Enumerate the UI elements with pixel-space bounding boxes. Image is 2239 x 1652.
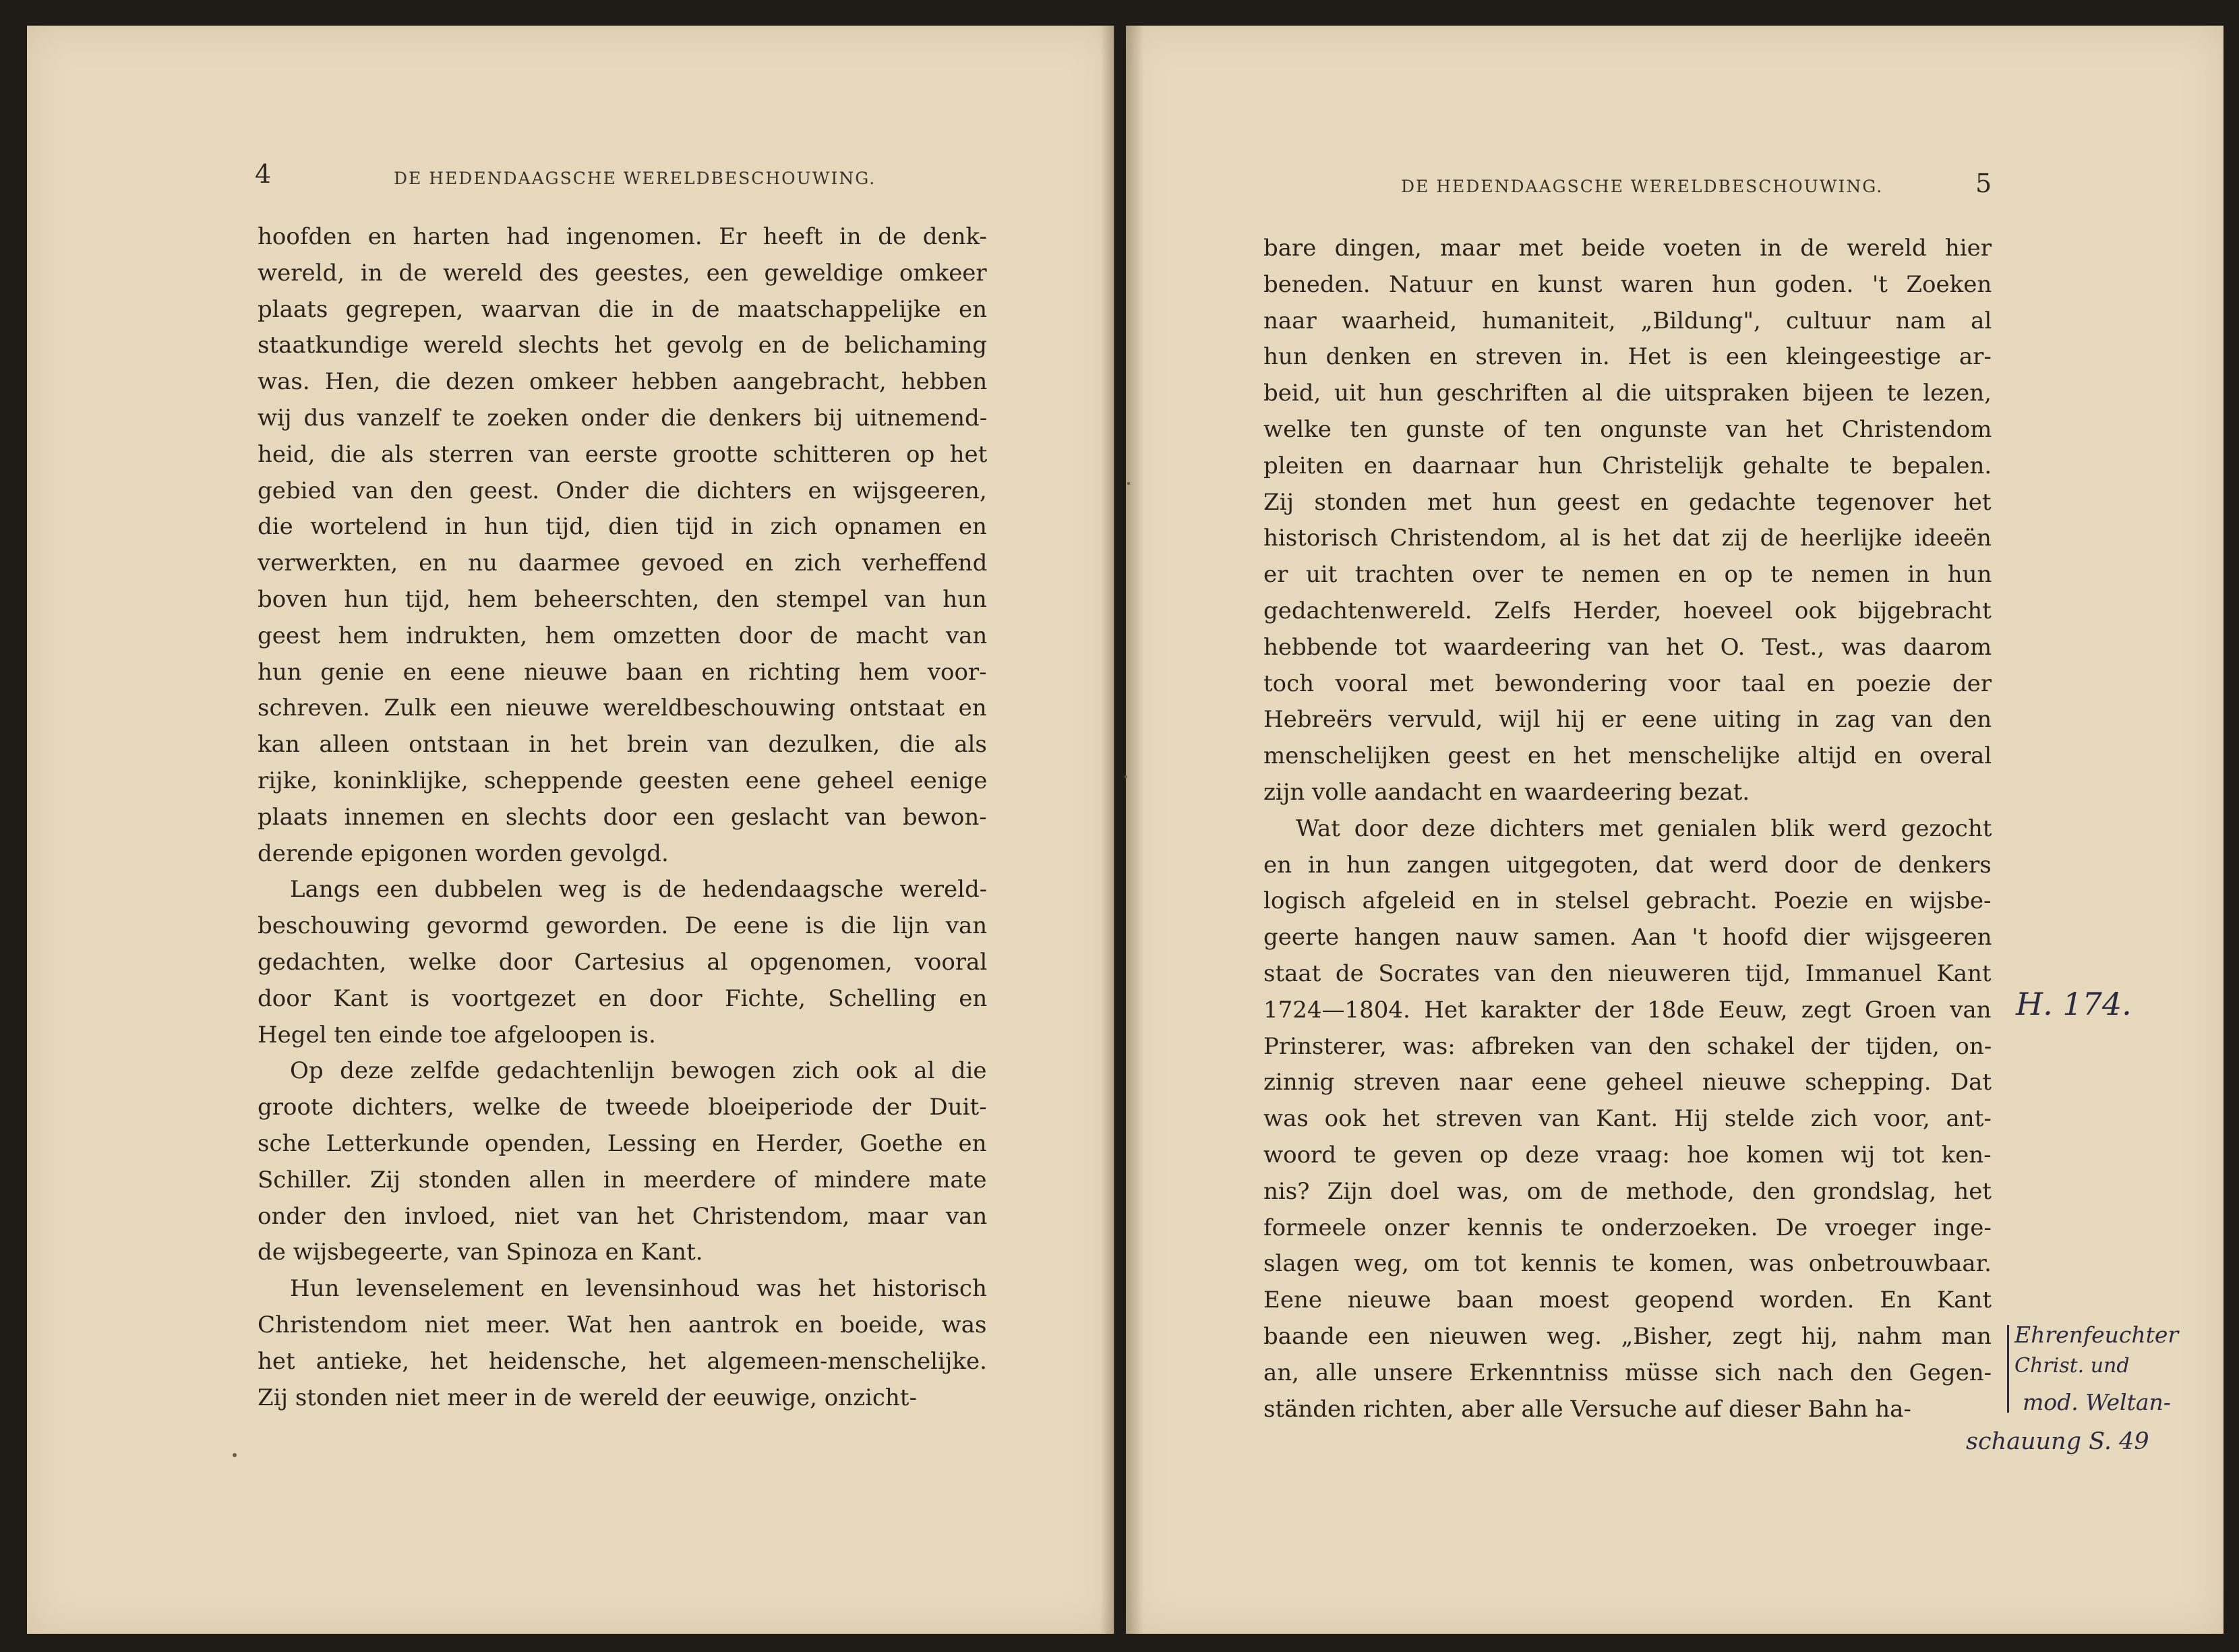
text-line: die wortelend in hun tijd, dien tijd in zich opnamen en (258, 513, 987, 541)
text-line: Wat door deze dichters met genialen blik werd gezocht (1296, 815, 1992, 842)
text-line: er uit trachten over te nemen en op te nemen in hun (1263, 561, 1992, 589)
text-line: toch vooral met bewondering voor taal en poezie der (1263, 670, 1992, 697)
text-line: door Kant is voortgezet en door Fichte, Schelling en (258, 984, 987, 1012)
text-line: boven hun tijd, hem beheerschten, den stempel van hun (258, 585, 987, 613)
paper-speck (233, 1453, 237, 1457)
text-line: Prinsterer, was: afbreken van den schakel der tijden, on- (1263, 1032, 1992, 1060)
text-line: hoofden en harten had ingenomen. Er heeft in de denk- (258, 223, 987, 250)
margin-note-line: Christ. und (2014, 1354, 2130, 1378)
text-line: Zij stonden met hun geest en gedachte tegenover het (1263, 488, 1992, 516)
text-line: hebbende tot waardeering van het O. Test., was daarom (1263, 633, 1992, 661)
text-line: plaats gegrepen, waarvan die in de maatschappelijke en (258, 295, 987, 323)
text-line: sche Letterkunde openden, Lessing en Herder, Goethe en (258, 1129, 987, 1157)
text-line: naar waarheid, humaniteit, „Bildung", cultuur nam al (1263, 307, 1992, 334)
text-line: logisch afgeleid en in stelsel gebracht. Poezie en wijsbe- (1263, 887, 1992, 915)
paper-speck (1125, 775, 1127, 778)
margin-note-line: Ehrenfeuchter (2014, 1322, 2179, 1348)
text-line: de wijsbegeerte, van Spinoza en Kant. (258, 1239, 703, 1266)
text-line: was. Hen, die dezen omkeer hebben aangebracht, hebben (258, 368, 987, 396)
text-line: 1724—1804. Het karakter der 18de Eeuw, zegt Groen van (1263, 996, 1992, 1024)
text-line: geest hem indrukten, hem omzetten door de macht van (258, 622, 987, 649)
text-line: baande een nieuwen weg. „Bisher, zegt hij, nahm man (1263, 1322, 1992, 1350)
text-line: beid, uit hun geschriften al die uitspraken bijeen te lezen, (1263, 380, 1992, 407)
text-line: zijn volle aandacht en waardeering bezat. (1263, 778, 1750, 806)
text-line: rijke, koninklijke, scheppende geesten eene geheel eenige (258, 767, 987, 794)
gutter-shadow (1126, 26, 1143, 1634)
text-line: en in hun zangen uitgegoten, dat werd door de denkers (1263, 851, 1992, 879)
text-line: wij dus vanzelf te zoeken onder die denkers bij uitnemend- (258, 404, 987, 432)
paper-speck (1127, 482, 1130, 485)
text-line: staat de Socrates van den nieuweren tijd, Immanuel Kant (1263, 960, 1992, 987)
text-line: gebied van den geest. Onder die dichters en wijsgeeren, (258, 477, 987, 504)
text-line: menschelijken geest en het menschelijke altijd en overal (1263, 742, 1992, 770)
text-line: hun genie en eene nieuwe baan en richting hem voor- (258, 658, 987, 686)
text-line: wereld, in de wereld des geestes, een geweldige omkeer (258, 259, 987, 287)
text-line: geerte hangen nauw samen. Aan 't hoofd dier wijsgeeren (1263, 924, 1992, 951)
running-head-left: DE HEDENDAAGSCHE WERELDBESCHOUWING. (394, 169, 876, 188)
right-page-text (1263, 231, 1992, 1427)
text-line: slagen weg, om tot kennis te komen, was onbetrouwbaar. (1263, 1250, 1992, 1278)
margin-note-bracket (2007, 1325, 2009, 1413)
text-line: nis? Zijn doel was, om de methode, den grondslag, het (1263, 1177, 1992, 1205)
text-line: verwerkten, en nu daarmee gevoed en zich verheffend (258, 550, 987, 577)
text-line: groote dichters, welke de tweede bloeiperiode der Duit- (258, 1094, 987, 1121)
text-line: Hun levenselement en levensinhoud was het historisch (290, 1275, 987, 1303)
margin-note-line: mod. Weltan- (2023, 1389, 2171, 1415)
text-line: was ook het streven van Kant. Hij stelde zich voor, ant- (1263, 1105, 1992, 1133)
text-line: Zij stonden niet meer in de wereld der eeuwige, onzicht- (258, 1384, 917, 1411)
text-line: gedachtenwereld. Zelfs Herder, hoeveel ook bijgebracht (1263, 597, 1992, 624)
text-line: beschouwing gevormd geworden. De eene is die lijn van (258, 912, 987, 940)
text-line: staatkundige wereld slechts het gevolg en de belichaming (258, 332, 987, 359)
text-line: schreven. Zulk een nieuwe wereldbeschouwing ontstaat en (258, 695, 987, 722)
text-line: derende epigonen worden gevolgd. (258, 839, 669, 867)
text-line: Langs een dubbelen weg is de hedendaagsche wereld- (290, 876, 987, 904)
text-line: woord te geven op deze vraag: hoe komen wij tot ken- (1263, 1141, 1992, 1169)
text-line: Hegel ten einde toe afgeloopen is. (258, 1021, 656, 1049)
text-line: welke ten gunste of ten ongunste van het Christendom (1263, 415, 1992, 443)
margin-note-line: schauung S. 49 (1966, 1428, 2149, 1455)
text-line: formeele onzer kennis te onderzoeken. De vroeger inge- (1263, 1214, 1992, 1241)
gutter-shadow (1100, 26, 1115, 1634)
text-line: kan alleen ontstaan in het brein van dezulken, die als (258, 731, 987, 759)
text-line: onder den invloed, niet van het Christendom, maar van (258, 1202, 987, 1230)
margin-note-page-ref: H. 174. (2016, 986, 2132, 1022)
text-line: hun denken en streven in. Het is een kleingeestige ar- (1263, 343, 1992, 371)
text-line: Christendom niet meer. Wat hen aantrok en boeide, was (258, 1311, 987, 1338)
text-line: historisch Christendom, al is het dat zij de heerlijke ideeën (1263, 525, 1992, 552)
running-head-right: DE HEDENDAAGSCHE WERELDBESCHOUWING. (1401, 177, 1884, 196)
text-line: beneden. Natuur en kunst waren hun goden. 't Zoeken (1263, 270, 1992, 298)
page-number-left: 4 (255, 159, 272, 189)
page-number-right: 5 (1975, 169, 1992, 198)
text-line: gedachten, welke door Cartesius al opgenomen, vooral (258, 948, 987, 976)
text-line: Schiller. Zij stonden allen in meerdere of mindere mate (258, 1166, 987, 1193)
text-line: bare dingen, maar met beide voeten in de wereld hier (1263, 235, 1992, 262)
text-line: ständen richten, aber alle Versuche auf dieser Bahn ha- (1263, 1395, 1911, 1423)
text-line: plaats innemen en slechts door een geslacht van bewon- (258, 803, 987, 831)
text-line: Hebreërs vervuld, wijl hij er eene uiting in zag van den (1263, 706, 1992, 734)
left-page-text (258, 219, 987, 1416)
text-line: het antieke, het heidensche, het algemeen-menschelijke. (258, 1347, 987, 1375)
text-line: an, alle unsere Erkenntniss müsse sich nach den Gegen- (1263, 1359, 1992, 1386)
text-line: Op deze zelfde gedachtenlijn bewogen zich ook al die (290, 1057, 987, 1085)
text-line: Eene nieuwe baan moest geopend worden. En Kant (1263, 1287, 1992, 1314)
text-line: pleiten en daarnaar hun Christelijk gehalte te bepalen. (1263, 452, 1992, 479)
text-line: heid, die als sterren van eerste grootte schitteren op het (258, 440, 987, 468)
text-line: zinnig streven naar eene geheel nieuwe schepping. Dat (1263, 1069, 1992, 1096)
